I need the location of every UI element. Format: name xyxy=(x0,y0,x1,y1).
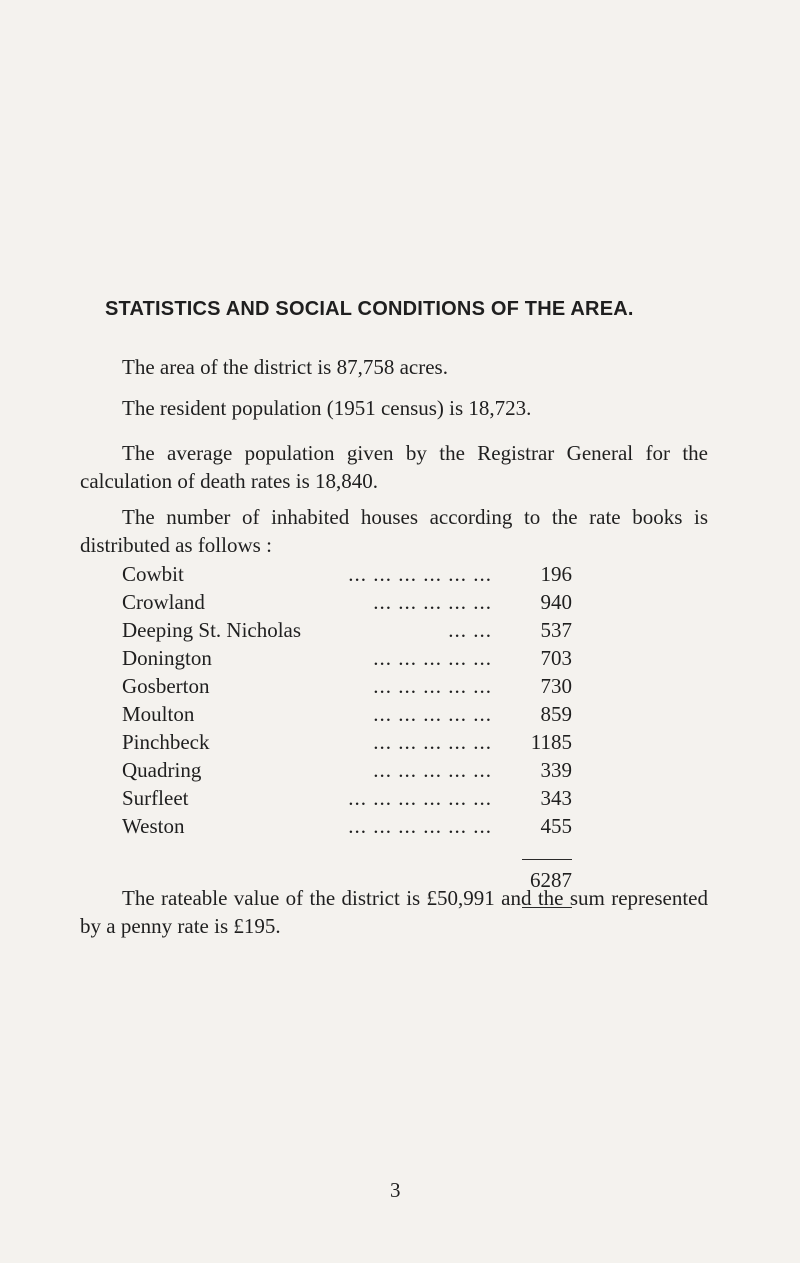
leader-dots: ... ... xyxy=(448,618,492,642)
parish-name: Crowland xyxy=(122,590,205,614)
table-row xyxy=(122,784,572,812)
table-row xyxy=(122,588,572,616)
house-count: 343 xyxy=(540,786,572,810)
sum-rule-top xyxy=(522,859,572,860)
houses-intro-paragraph: The number of inhabited houses according to the rate books is distributed as follows : xyxy=(80,505,708,557)
leader-dots: ... ... ... ... ... xyxy=(373,702,492,726)
house-count: 859 xyxy=(540,702,572,726)
house-count: 940 xyxy=(540,590,572,614)
house-count: 196 xyxy=(540,562,572,586)
leader-dots: ... ... ... ... ... xyxy=(373,758,492,782)
table-row xyxy=(122,728,572,756)
parish-name: Cowbit xyxy=(122,562,184,586)
house-count: 455 xyxy=(540,814,572,838)
house-count: 703 xyxy=(540,646,572,670)
area-paragraph: The area of the district is 87,758 acres. xyxy=(122,355,448,379)
leader-dots: ... ... ... ... ... xyxy=(373,646,492,670)
rateable-value-paragraph: The rateable value of the district is £50,991 and the sum represented by a penny rate is £195. xyxy=(80,886,708,938)
parish-name: Deeping St. Nicholas xyxy=(122,618,302,642)
leader-dots: ... ... ... ... ... ... xyxy=(348,814,492,838)
house-count: 537 xyxy=(540,618,572,642)
table-row xyxy=(122,644,572,672)
leader-dots: ... ... ... ... ... ... xyxy=(348,562,492,586)
parish-name: Gosberton xyxy=(122,674,210,698)
page-number: 3 xyxy=(390,1178,401,1202)
table-row xyxy=(122,672,572,700)
table-row xyxy=(122,756,572,784)
leader-dots: ... ... ... ... ... ... xyxy=(348,786,492,810)
leader-dots: ... ... ... ... ... xyxy=(373,590,492,614)
house-count: 730 xyxy=(540,674,572,698)
parish-name: Surfleet xyxy=(122,786,189,810)
house-count: 1185 xyxy=(530,730,572,754)
parish-name: Weston xyxy=(122,814,185,838)
table-row xyxy=(122,700,572,728)
parish-name: Quadring xyxy=(122,758,202,782)
leader-dots: ... ... ... ... ... xyxy=(373,674,492,698)
house-count: 339 xyxy=(540,758,572,782)
page-heading: STATISTICS AND SOCIAL CONDITIONS OF THE AREA. xyxy=(105,298,634,320)
parish-name: Pinchbeck xyxy=(122,730,210,754)
table-row xyxy=(122,560,572,588)
houses-total: 6287 xyxy=(530,868,572,892)
houses-table xyxy=(122,560,572,892)
table-row xyxy=(122,812,572,840)
population-paragraph: The resident population (1951 census) is 18,723. xyxy=(122,396,532,420)
parish-name: Donington xyxy=(122,646,212,670)
table-row xyxy=(122,616,572,644)
leader-dots: ... ... ... ... ... xyxy=(373,730,492,754)
average-population-paragraph: The average population given by the Registrar General for the calculation of death rates is 18,840. xyxy=(80,441,708,493)
parish-name: Moulton xyxy=(122,702,195,726)
